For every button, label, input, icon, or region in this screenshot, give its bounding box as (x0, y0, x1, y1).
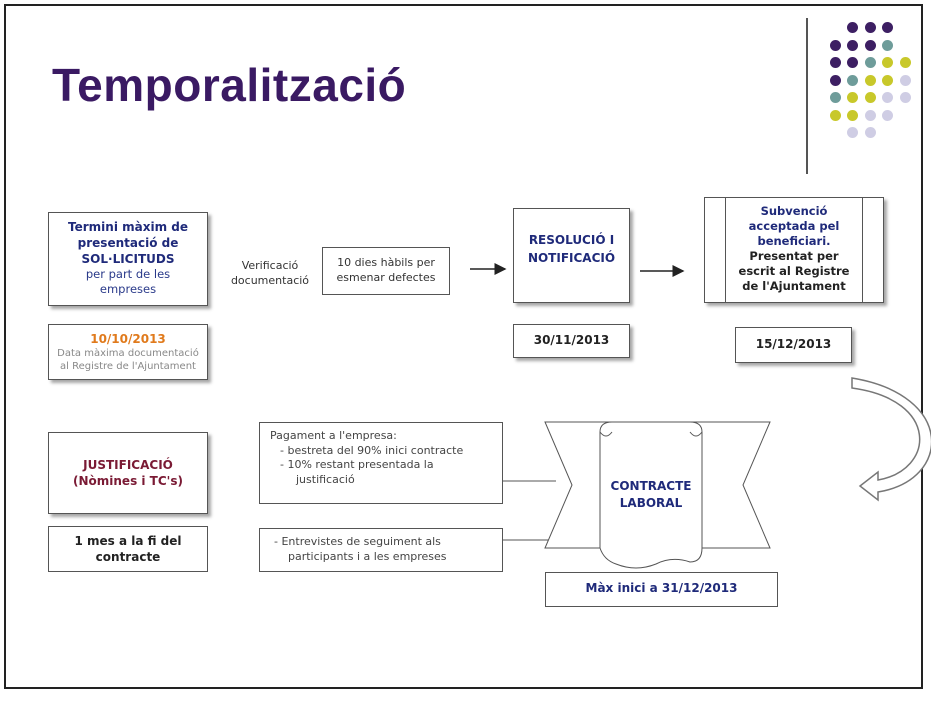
date2-text: 30/11/2013 (533, 333, 610, 347)
subvencio-line5: escrit al Registre (738, 264, 850, 278)
pagament-item2b: justificació (296, 472, 355, 486)
justificacio-line1: JUSTIFICACIÓ (83, 458, 173, 472)
mes-line1: 1 mes a la fi del (74, 534, 182, 548)
date1-note2: al Registre de l'Ajuntament (60, 361, 196, 372)
resolucio-line1: RESOLUCIÓ I (528, 233, 615, 247)
date3-text: 15/12/2013 (755, 337, 832, 351)
resolucio-line2: NOTIFICACIÓ (527, 251, 616, 265)
subvencio-line3: beneficiari. (757, 234, 831, 248)
verificacio-line2: documentació (230, 274, 310, 287)
termini-line5: empreses (99, 282, 157, 296)
subvencio-line2: acceptada pel (748, 219, 840, 233)
date1-date: 10/10/2013 (90, 332, 166, 346)
verificacio-line1: Verificació (241, 259, 299, 272)
subvencio-line4: Presentat per (749, 249, 839, 263)
entrevistes-line2: participants i a les empreses (288, 550, 447, 563)
pagament-item2: - 10% restant presentada la (280, 458, 434, 471)
subvencio-line1: Subvenció (760, 204, 828, 218)
subvencio-line6: de l'Ajuntament (742, 279, 846, 293)
termini-line2: presentació de (77, 236, 179, 250)
pagament-title: Pagament a l'empresa: (270, 429, 397, 442)
max-text: Màx inici a 31/12/2013 (585, 581, 738, 595)
termini-line4: per part de les (85, 267, 171, 281)
mes-line2: contracte (95, 550, 161, 564)
termini-line1: Termini màxim de (68, 220, 188, 234)
page-title: Temporalització (52, 59, 407, 111)
pagament-item1: - bestreta del 90% inici contracte (280, 443, 464, 457)
justificacio-line2: (Nòmines i TC's) (73, 474, 183, 488)
date1-note1: Data màxima documentació (57, 348, 199, 359)
contracte-line1: CONTRACTE (610, 479, 692, 493)
dies-line1: 10 dies hàbils per (337, 256, 435, 269)
curved-arrow-icon (852, 378, 931, 500)
dies-line2: esmenar defectes (336, 271, 436, 284)
termini-line3: SOL·LICITUDS (81, 252, 175, 266)
entrevistes-line1: - Entrevistes de seguiment als (274, 535, 441, 548)
contracte-scroll (545, 422, 770, 568)
contracte-line2: LABORAL (619, 496, 683, 510)
